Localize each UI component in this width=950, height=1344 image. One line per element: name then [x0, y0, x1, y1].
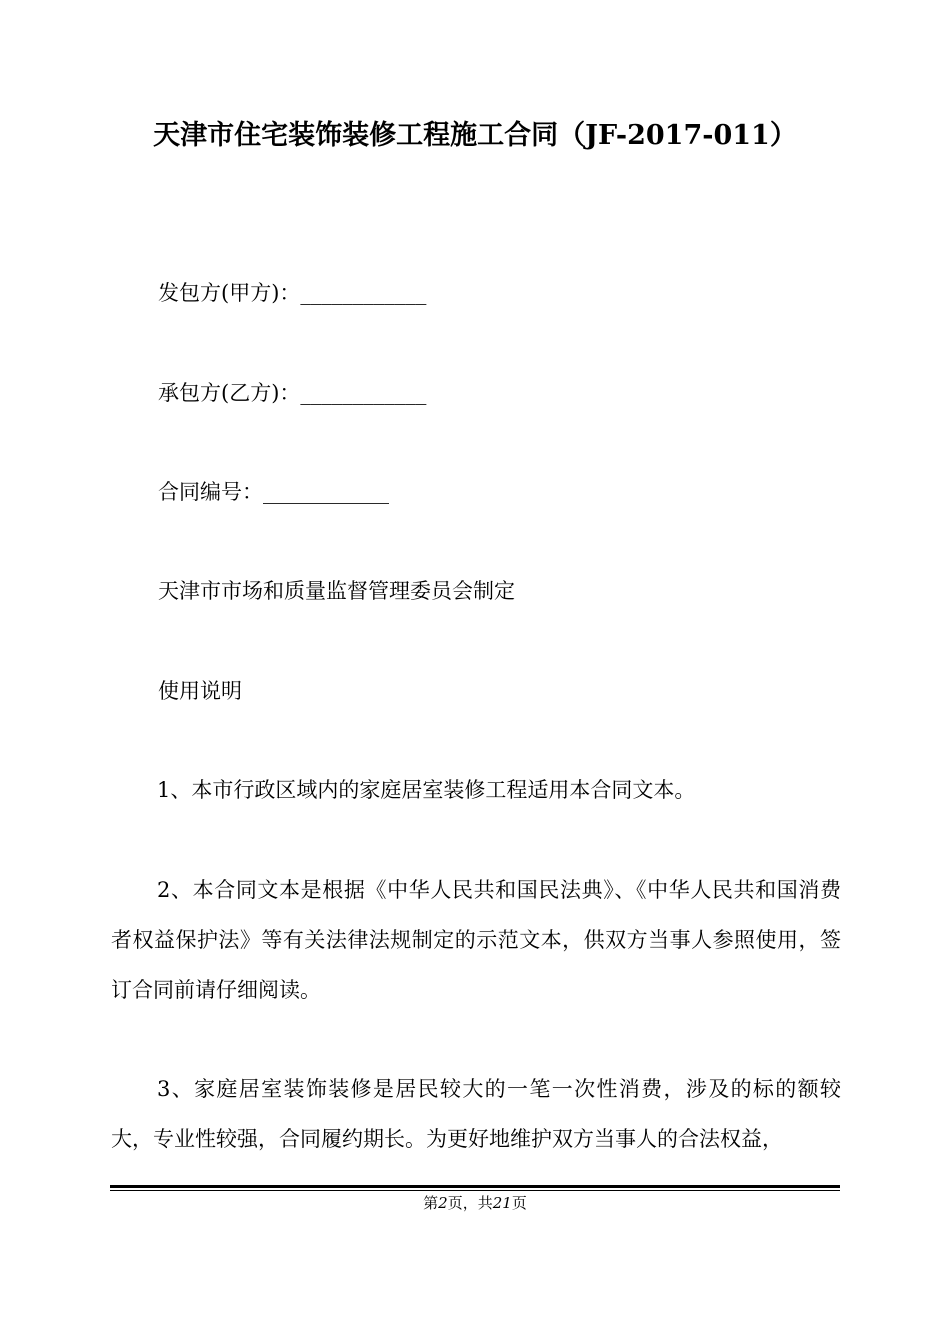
- paragraph-3: 3、家庭居室装饰装修是居民较大的一笔一次性消费，涉及的标的额较大，专业性较强，合同履约期长。为更好地维护双方当事人的合法权益，: [111, 1077, 841, 1151]
- footer-divider-thick: [110, 1185, 840, 1188]
- footer-page-number: 2: [438, 1194, 448, 1212]
- contract-number-field: [158, 477, 389, 507]
- footer-total-pages: 21: [492, 1194, 512, 1212]
- section-heading: 使用说明: [158, 679, 242, 703]
- contract-number-blank: ____________: [263, 480, 389, 504]
- paragraph-2: 2、本合同文本是根据《中华人民共和国民法典》、《中华人民共和国消费者权益保护法》等有关法律法规制定的示范文本，供双方当事人参照使用，签订合同前请仔细阅读。: [111, 878, 841, 1002]
- page-footer: [0, 1192, 950, 1214]
- paragraph-1: 1、本市行政区域内的家庭居室装修工程适用本合同文本。: [157, 778, 696, 802]
- contract-number-label: 合同编号：: [158, 480, 263, 504]
- footer-suffix: 页: [511, 1194, 527, 1212]
- party-b-blank: ____________: [300, 381, 427, 405]
- footer-prefix: 第: [423, 1194, 439, 1212]
- party-b-field: [158, 378, 426, 408]
- footer-divider-thin: [110, 1190, 840, 1191]
- document-title: 天津市住宅装饰装修工程施工合同（JF-2017-011）: [153, 120, 797, 151]
- footer-middle: 页，共: [447, 1194, 493, 1212]
- party-a-blank: ____________: [300, 281, 427, 305]
- party-a-label: 发包方(甲方)：: [158, 281, 301, 305]
- issuer-line: 天津市市场和质量监督管理委员会制定: [158, 579, 515, 603]
- party-b-label: 承包方(乙方)：: [158, 381, 301, 405]
- party-a-field: [158, 278, 426, 308]
